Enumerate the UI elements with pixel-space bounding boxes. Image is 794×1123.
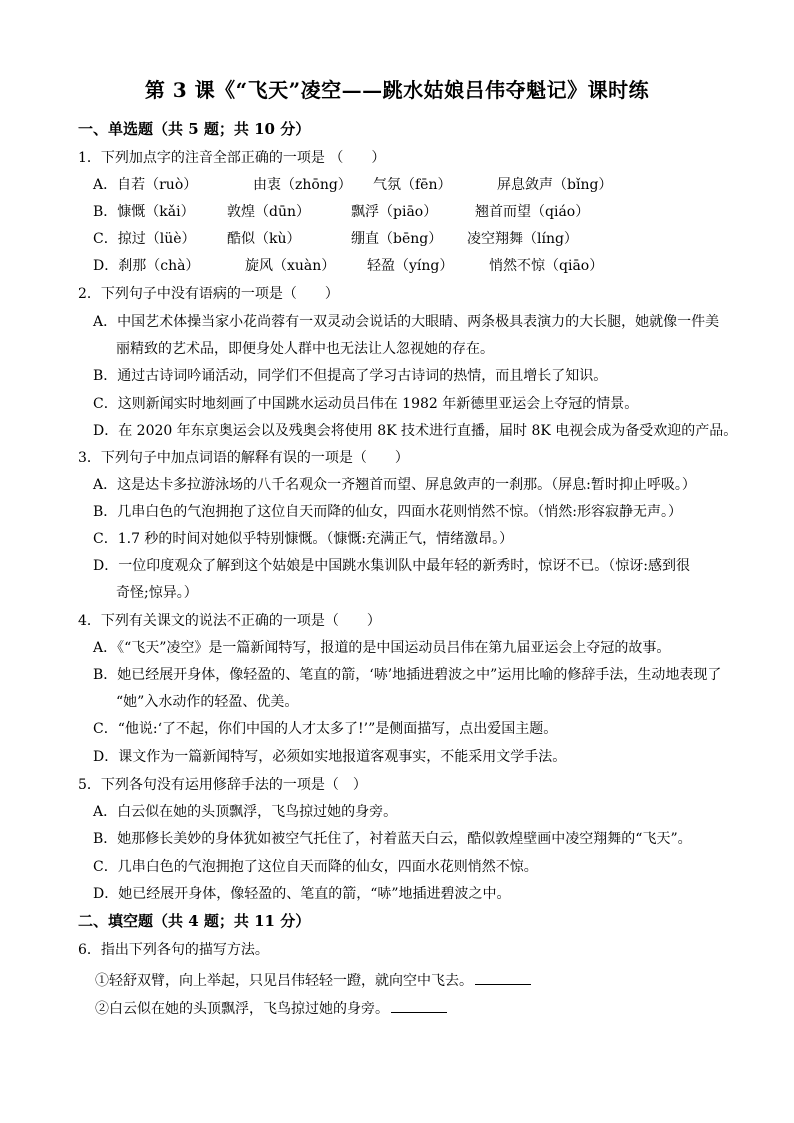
question-3-option-b: B．几串白色的气泡拥抱了这位自天而降的仙女，四面水花则悄然不惊。（悄然:形容寂静无声。） xyxy=(93,504,683,520)
question-5-option-a: A．白云似在她的头顶飘浮，飞鸟掠过她的身旁。 xyxy=(93,804,398,820)
option-part: 绷直（bēng） xyxy=(351,231,443,247)
question-2-option-c: C．这则新闻实时地刻画了中国跳水运动员吕伟在 1982 年新德里亚运会上夺冠的情景。 xyxy=(93,396,639,412)
question-4-option-b: B．她已经展开身体，像轻盈的、笔直的箭，‘哧’地插进碧波之中”运用比喻的修辞手法，生动地表现了 xyxy=(93,667,722,683)
question-3-option-c: C．1.7 秒的时间对她似乎特别慷慨。（慷慨:充满正气，情绪激昂。） xyxy=(93,531,514,547)
question-2-option-a-cont: 丽精致的艺术品，即便身处人群中也无法让人忽视她的存在。 xyxy=(116,341,494,357)
answer-blank[interactable] xyxy=(475,970,531,985)
question-2-option-a: A．中国艺术体操当家小花尚蓉有一双灵动会说话的大眼睛、两条极具表演力的大长腿，她就像一件美 xyxy=(93,314,720,330)
question-6-item-2 xyxy=(95,998,447,1018)
question-6-stem: 6．指出下列各句的描写方法。 xyxy=(78,942,269,958)
question-6-item-1 xyxy=(95,970,531,990)
option-part: 悄然不惊（qiāo） xyxy=(489,258,604,274)
question-2-option-d: D．在 2020 年东京奥运会以及残奥会将使用 8K 技术进行直播，届时 8K 电视会成为备受欢迎的产品。 xyxy=(93,423,738,439)
question-5-option-d: D．她已经展开身体，像轻盈的、笔直的箭，“哧”地插进碧波之中。 xyxy=(93,886,511,902)
option-part: 翘首而望（qiáo） xyxy=(475,204,590,220)
option-part: 屏息敛声（bǐng） xyxy=(497,177,613,193)
question-5-option-b: B．她那修长美妙的身体犹如被空气托住了，衬着蓝天白云，酷似敦煌壁画中凌空翔舞的“飞天”。 xyxy=(93,831,692,847)
question-1-option-d xyxy=(93,257,603,275)
option-part: C．掠过（lüè） xyxy=(93,231,196,247)
question-4-option-d: D．课文作为一篇新闻特写，必须如实地报道客观事实，不能采用文学手法。 xyxy=(93,749,567,765)
option-part: 凌空翔舞（líng） xyxy=(467,231,578,247)
question-4-option-c: C．“他说:‘了不起，你们中国的人才太多了!’”是侧面描写，点出爱国主题。 xyxy=(93,721,558,737)
page-title: 第 3 课《“飞天”凌空——跳水姑娘吕伟夺魁记》课时练 xyxy=(144,78,650,102)
answer-blank[interactable] xyxy=(391,998,447,1013)
question-1-option-a xyxy=(93,176,612,194)
question-3-option-a: A．这是达卡多拉游泳场的八千名观众一齐翘首而望、屏息敛声的一刹那。（屏息:暂时抑止呼吸。） xyxy=(93,477,696,493)
question-3-stem: 3．下列句子中加点词语的解释有误的一项是（ ） xyxy=(78,450,409,466)
question-6-item-2-text: ②白云似在她的头顶飘浮，飞鸟掠过她的身旁。 xyxy=(95,1001,389,1017)
question-4-option-b-cont: “她”入水动作的轻盈、优美。 xyxy=(116,694,299,710)
section-heading-single-choice: 一、单选题（共 5 题；共 10 分） xyxy=(78,120,311,138)
question-4-stem: 4．下列有关课文的说法不正确的一项是（ ） xyxy=(78,613,381,629)
question-3-option-d-cont: 奇怪;惊异。） xyxy=(116,585,198,601)
option-part: A．自若（ruò） xyxy=(93,177,198,193)
question-3-option-d: D．一位印度观众了解到这个姑娘是中国跳水集训队中最年轻的新秀时，惊讶不已。（惊讶:感到很 xyxy=(93,558,690,574)
option-part: B．慷慨（kǎi） xyxy=(93,204,195,220)
question-2-option-b: B．通过古诗词吟诵活动，同学们不但提高了学习古诗词的热情，而且增长了知识。 xyxy=(93,368,608,384)
question-4-option-a: A．《“飞天”凌空》是一篇新闻特写，报道的是中国运动员吕伟在第九届亚运会上夺冠的故事。 xyxy=(93,640,671,656)
option-part: 飘浮（piāo） xyxy=(351,204,438,220)
option-part: 由衷（zhōng） xyxy=(253,177,352,193)
question-6-item-1-text: ①轻舒双臂，向上举起，只见吕伟轻轻一蹬，就向空中飞去。 xyxy=(95,973,473,989)
option-part: 敦煌（dūn） xyxy=(227,204,310,220)
question-5-option-c: C．几串白色的气泡拥抱了这位自天而降的仙女，四面水花则悄然不惊。 xyxy=(93,859,538,875)
option-part: 轻盈（yíng） xyxy=(367,258,454,274)
option-part: D．刹那（chà） xyxy=(93,258,200,274)
question-1-option-b xyxy=(93,203,589,221)
question-5-stem: 5．下列各句没有运用修辞手法的一项是（ ） xyxy=(78,777,367,793)
option-part: 旋风（xuàn） xyxy=(245,258,336,274)
option-part: 气氛（fēn） xyxy=(373,177,452,193)
question-2-stem: 2．下列句子中没有语病的一项是（ ） xyxy=(78,286,339,302)
question-1-option-c xyxy=(93,230,578,248)
option-part: 酷似（kù） xyxy=(227,231,301,247)
section-heading-fill-blank: 二、填空题（共 4 题；共 11 分） xyxy=(78,912,311,930)
question-1-stem: 1．下列加点字的注音全部正确的一项是 （ ） xyxy=(78,150,386,166)
